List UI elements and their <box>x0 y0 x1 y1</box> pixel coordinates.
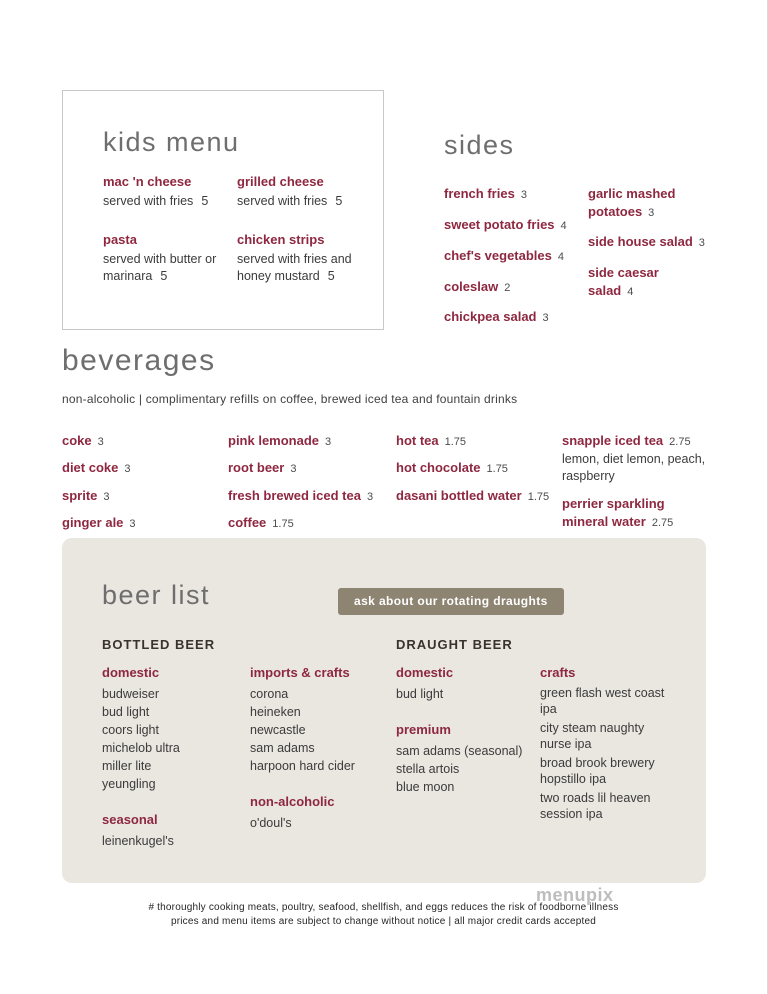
item-description <box>103 193 223 210</box>
beverages-column-1 <box>62 432 228 542</box>
item-name: french fries <box>444 186 515 201</box>
item-description-text: served with fries and honey mustard <box>237 251 352 283</box>
draught-domestic-column <box>396 665 536 796</box>
kids-menu-title: kids menu <box>103 127 240 157</box>
item-price: 4 <box>557 250 564 263</box>
menu-item <box>228 432 396 450</box>
item-price: 3 <box>129 518 136 531</box>
kids-menu-items <box>103 174 383 285</box>
footer-line-1: # thoroughly cooking meats, poultry, seafood, shellfish, and eggs reduces the risk of foodborne illness <box>148 902 619 913</box>
bottled-domestic-column <box>102 665 242 850</box>
item-price: 5 <box>160 268 168 283</box>
item-price: 3 <box>97 436 104 448</box>
item-name: perrier sparkling mineral water <box>562 496 665 530</box>
menu-item <box>396 459 562 477</box>
item-price: 4 <box>627 285 634 298</box>
sides-section <box>444 130 706 339</box>
item-name: garlic mashed potatoes <box>588 186 676 219</box>
beverages-title: beverages <box>62 344 216 377</box>
beer-item: bud light <box>396 687 444 701</box>
group-label: domestic <box>102 665 160 680</box>
beer-item: harpoon hard cider <box>250 759 355 773</box>
item-price: 1.75 <box>272 518 294 531</box>
item-name: sweet potato fries <box>444 216 555 232</box>
beer-item: newcastle <box>250 723 306 737</box>
item-name: hot chocolate <box>396 460 481 476</box>
menu-item <box>396 487 562 505</box>
menu-item <box>228 487 396 505</box>
kids-menu-section <box>62 90 384 330</box>
beverages-column-3 <box>396 432 562 542</box>
menu-item <box>103 232 237 285</box>
menu-item <box>588 185 706 220</box>
item-name: side house salad <box>588 234 693 250</box>
menu-item <box>62 514 228 532</box>
item-price: 5 <box>201 194 209 208</box>
beer-item: two roads lil heaven session ipa <box>540 791 651 821</box>
beer-item: sam adams <box>250 741 315 755</box>
item-price: 2 <box>504 281 511 294</box>
menu-item <box>237 232 377 285</box>
menu-item <box>237 174 377 210</box>
bottled-beer-header: BOTTLED BEER <box>102 637 216 652</box>
item-name: coke <box>62 433 92 448</box>
beer-item: yeungling <box>102 777 156 791</box>
menupix-watermark: menupix <box>536 885 614 905</box>
item-name: sprite <box>62 487 98 503</box>
item-price: 3 <box>542 312 549 325</box>
beer-item: city steam naughty nurse ipa <box>540 721 645 751</box>
beer-item: stella artois <box>396 762 460 776</box>
menu-item <box>62 459 228 477</box>
item-name: coleslaw <box>444 278 499 294</box>
item-price: 1.75 <box>486 463 508 476</box>
item-price: 3 <box>648 206 655 219</box>
menu-item <box>444 278 588 296</box>
item-name: grilled cheese <box>237 174 324 189</box>
menu-item <box>444 308 588 326</box>
beer-list-section <box>62 538 706 883</box>
item-name: coffee <box>228 515 267 531</box>
item-price: 5 <box>327 268 335 283</box>
bottled-imports-column <box>250 665 390 832</box>
beer-item: leinenkugel's <box>102 834 174 848</box>
item-name: dasani bottled water <box>396 487 522 503</box>
item-name: chicken strips <box>237 231 325 247</box>
rotating-draughts-badge: ask about our rotating draughts <box>338 588 564 615</box>
item-price: 1.75 <box>527 490 550 503</box>
item-name: chickpea salad <box>444 309 537 325</box>
draught-beer-header: DRAUGHT BEER <box>396 637 513 652</box>
beer-item: coors light <box>102 723 159 737</box>
item-name: mac 'n cheese <box>103 174 192 189</box>
sides-column-2 <box>588 185 706 339</box>
beverages-section <box>62 344 710 542</box>
menu-item <box>588 264 706 299</box>
beverages-subtitle: non-alcoholic | complimentary refills on coffee, brewed iced tea and fountain drinks <box>62 392 518 406</box>
item-price: 3 <box>290 463 297 476</box>
item-price: 2.75 <box>669 436 691 448</box>
item-description <box>103 251 223 285</box>
item-name: snapple iced tea <box>562 433 664 448</box>
item-price: 1.75 <box>444 436 467 448</box>
group-label: crafts <box>540 665 576 680</box>
menu-item <box>228 459 396 477</box>
item-description <box>237 251 357 285</box>
menu-item <box>62 487 228 505</box>
beer-item: blue moon <box>396 780 455 794</box>
item-price: 3 <box>366 490 374 503</box>
group-label: premium <box>396 722 451 737</box>
group-label: domestic <box>396 665 454 680</box>
menu-item <box>562 432 708 485</box>
item-name: root beer <box>228 460 285 476</box>
beer-item: michelob ultra <box>102 741 180 755</box>
menu-item <box>103 174 237 210</box>
menu-item <box>588 233 706 251</box>
item-description-text: served with butter or marinara <box>103 251 217 283</box>
group-label: seasonal <box>102 812 158 827</box>
item-description: lemon, diet lemon, peach, raspberry <box>562 452 706 484</box>
item-name: ginger ale <box>62 515 124 531</box>
beer-item: bud light <box>102 705 150 719</box>
menu-item <box>562 495 708 532</box>
menu-item <box>228 514 396 532</box>
sides-column-1 <box>444 185 588 339</box>
group-label: imports & crafts <box>250 665 350 680</box>
item-name: side caesar salad <box>588 265 659 298</box>
item-description <box>237 193 357 210</box>
item-description-text: served with fries <box>103 194 194 208</box>
beer-list-title: beer list <box>102 580 211 610</box>
item-price: 3 <box>124 463 131 476</box>
item-price: 3 <box>520 189 527 201</box>
beverages-column-4 <box>562 432 708 542</box>
menu-item <box>444 185 588 203</box>
beer-item: broad brook brewery hopstillo ipa <box>540 756 655 786</box>
item-name: fresh brewed iced tea <box>228 487 361 503</box>
item-price: 4 <box>560 219 567 232</box>
item-name: diet coke <box>62 460 119 476</box>
beer-item: green flash west coast ipa <box>540 686 665 716</box>
item-price: 3 <box>698 237 705 250</box>
group-label: non-alcoholic <box>250 794 335 809</box>
draught-crafts-column <box>540 665 676 825</box>
menu-item <box>62 432 228 450</box>
beer-item: heineken <box>250 705 301 719</box>
item-price: 2.75 <box>651 517 674 530</box>
menu-item <box>396 432 562 450</box>
sides-columns <box>444 185 706 339</box>
beverages-column-2 <box>228 432 396 542</box>
item-description-text: served with fries <box>237 194 328 208</box>
sides-title: sides <box>444 130 515 160</box>
item-name: chef's vegetables <box>444 247 552 263</box>
item-price: 5 <box>335 194 343 208</box>
footer-line-2: prices and menu items are subject to change without notice | all major credit cards accepted <box>170 916 597 927</box>
footer-disclaimer <box>0 901 767 929</box>
item-name: hot tea <box>396 433 439 448</box>
beer-item: budweiser <box>102 687 159 701</box>
item-name: pink lemonade <box>228 433 320 448</box>
beer-item: miller lite <box>102 759 152 773</box>
item-name: pasta <box>103 231 137 247</box>
beer-item: corona <box>250 687 289 701</box>
item-price: 3 <box>103 490 110 503</box>
beverages-columns <box>62 432 710 542</box>
menu-item <box>444 247 588 265</box>
menu-item <box>444 216 588 234</box>
beer-item: o'doul's <box>250 816 292 830</box>
item-price: 3 <box>325 436 332 448</box>
beer-item: sam adams (seasonal) <box>396 744 523 758</box>
